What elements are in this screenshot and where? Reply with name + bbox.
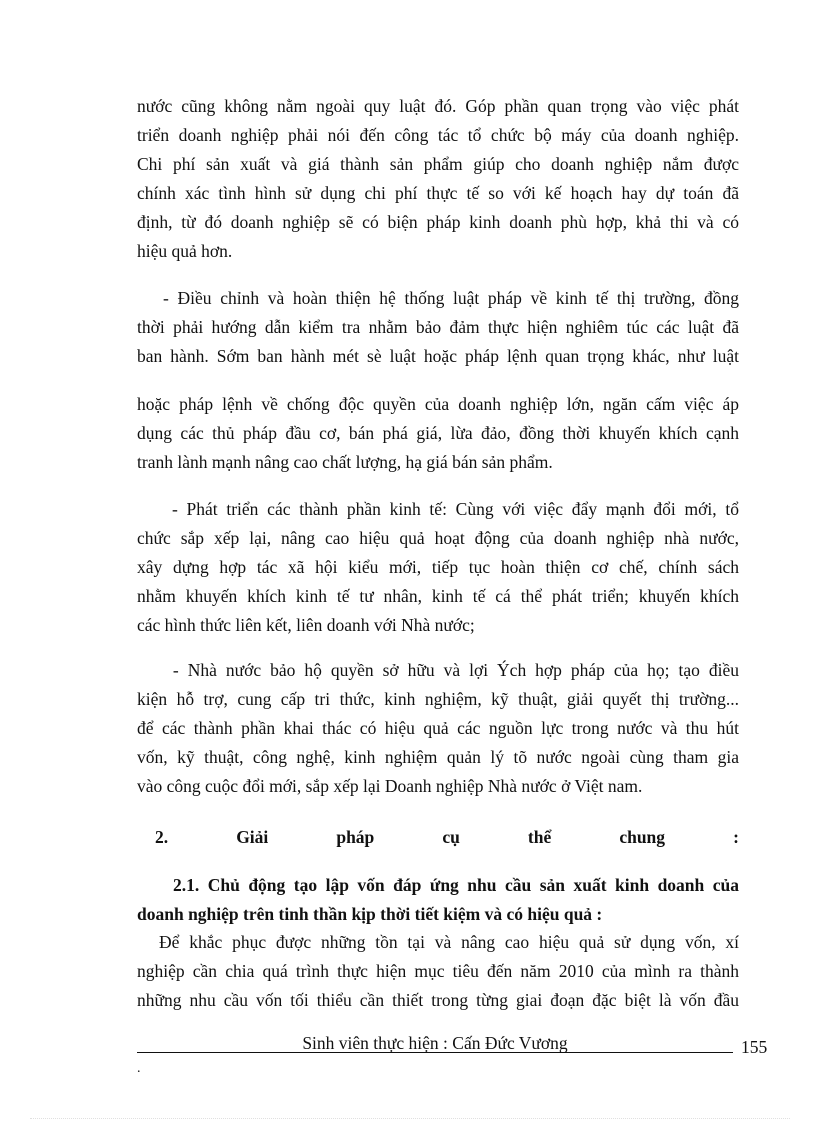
text-line: định, từ đó doanh nghiệp sẽ có biện pháp kinh doanh phù hợp, khả thi và có [137,212,739,232]
text-line: nghiệp cần chia quá trình thực hiện mục tiêu đến năm 2010 của mình ra thành [137,961,739,981]
text-line: nước cũng không nằm ngoài quy luật đó. Góp phần quan trọng vào việc phát [137,96,739,116]
text-line: kiện hỗ trợ, cung cấp tri thức, kinh nghiệm, kỹ thuật, giải quyết thị trường... [137,689,739,709]
paragraph-5 [137,656,739,801]
text-line: doanh nghiệp trên tinh thần kịp thời tiết kiệm và có hiệu quả : [137,904,603,924]
footer-author: Sinh viên thực hiện : Cấn Đức Vương [302,1033,568,1053]
text-line: tranh lành mạnh nâng cao chất lượng, hạ giá bán sản phẩm. [137,452,553,472]
text-line: để các thành phần khai thác có hiệu quả các nguồn lực trong nước và thu hút [137,718,739,738]
text-line: xây dựng hợp tác xã hội kiểu mới, tiếp tục hoàn thiện cơ chế, chính sách [137,557,739,577]
text-line: Chi phí sản xuất và giá thành sản phẩm giúp cho doanh nghiệp nắm được [137,154,739,174]
text-line: chính xác tình hình sử dụng chi phí thực tế so với kế hoạch hay dự toán đã [137,183,739,203]
page-number: 155 [741,1037,768,1057]
text-line: triển doanh nghiệp phải nói đến công tác tổ chức bộ máy của doanh nghiệp. [137,125,739,145]
subsection-heading [137,871,739,929]
page-bottom-divider [30,1118,790,1119]
text-line: dụng các thủ pháp đầu cơ, bán phá giá, lừa đảo, đồng thời khuyến khích cạnh [137,423,739,443]
heading-word: 2. [155,827,169,847]
text-line: những nhu cầu vốn tối thiểu cần thiết trong từng giai đoạn đặc biệt là vốn đầu [137,990,739,1010]
paragraph-1 [137,92,739,266]
page-footer [137,1030,733,1053]
text-line: vào công cuộc đổi mới, sắp xếp lại Doanh nghiệp Nhà nước ở Việt nam. [137,776,643,796]
paragraph-7 [137,928,739,1015]
text-line: thời phải hướng dẫn kiểm tra nhằm bảo đảm thực hiện nghiêm túc các luật đã [137,317,739,337]
section-heading [155,823,739,852]
paragraph-2 [137,284,739,371]
paragraph-4 [137,495,739,640]
paragraph-3 [137,390,739,477]
text-line: Để khắc phục được những tồn tại và nâng cao hiệu quả sử dụng vốn, xí [159,932,739,952]
text-line: - Điều chỉnh và hoàn thiện hệ thống luật pháp về kinh tế thị trường, đồng [137,288,739,308]
heading-word: chung [619,827,666,847]
heading-word: thể [527,827,552,847]
text-line: - Nhà nước bảo hộ quyền sở hữu và lợi Ých hợp pháp của họ; tạo điều [137,660,739,680]
heading-word: pháp [336,827,375,847]
heading-word: cụ [442,827,460,847]
footer-dot: . [137,1061,141,1076]
text-line: nhằm khuyến khích kinh tế tư nhân, kinh tế cá thể phát triển; khuyến khích [137,586,739,606]
text-line: - Phát triển các thành phần kinh tế: Cùng với việc đẩy mạnh đổi mới, tổ [137,499,739,519]
heading-word: : [733,827,739,847]
text-line: chức sắp xếp lại, nâng cao hiệu quả hoạt động của doanh nghiệp nhà nước, [137,528,739,548]
text-line: hoặc pháp lệnh về chống độc quyền của doanh nghiệp lớn, ngăn cấm việc áp [137,394,739,414]
heading-word: Giải [236,827,269,847]
text-line: vốn, kỹ thuật, công nghệ, kinh nghiệm quản lý tõ nước ngoài cùng tham gia [137,747,739,767]
text-line: 2.1. Chủ động tạo lập vốn đáp ứng nhu cầu sản xuất kinh doanh của [173,875,739,895]
text-line: hiệu quả hơn. [137,241,233,261]
text-line: ban hành. Sớm ban hành mét sè luật hoặc pháp lệnh quan trọng khác, như luật [137,346,739,366]
text-line: các hình thức liên kết, liên doanh với Nhà nước; [137,615,475,635]
